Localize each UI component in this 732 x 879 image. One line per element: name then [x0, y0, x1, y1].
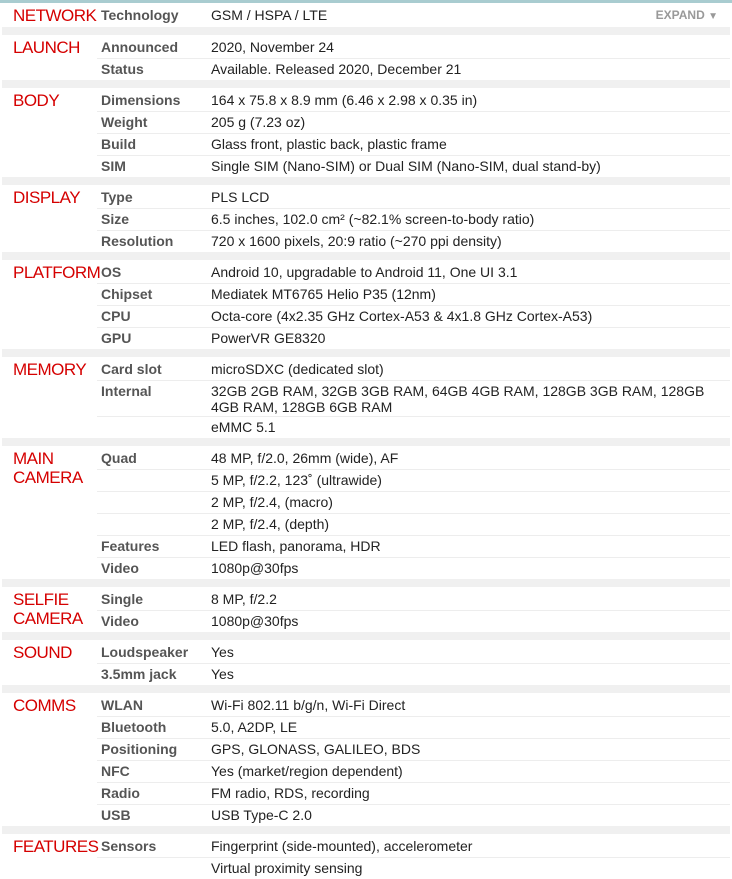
spec-value-cell [211, 88, 730, 112]
spec-label: SIM [97, 156, 211, 178]
spec-row [2, 260, 730, 284]
section-heading-network: NETWORK [2, 3, 97, 27]
spec-row [2, 284, 730, 306]
spec-row [2, 59, 730, 81]
section-divider [2, 826, 730, 834]
spec-value-cell [211, 536, 730, 558]
spec-label: Internal [97, 381, 211, 417]
spec-value-cell [211, 306, 730, 328]
spec-label [97, 417, 211, 439]
spec-row [2, 558, 730, 580]
spec-label: Weight [97, 112, 211, 134]
spec-value: 8 MP, f/2.2 [211, 591, 277, 607]
spec-row [2, 761, 730, 783]
spec-row [2, 783, 730, 805]
spec-label: Features [97, 536, 211, 558]
spec-value: FM radio, RDS, recording [211, 785, 370, 801]
spec-value-cell [211, 640, 730, 664]
spec-value: Android 10, upgradable to Android 11, One UI 3.1 [211, 264, 517, 280]
spec-label [97, 492, 211, 514]
section-heading-display: DISPLAY [2, 185, 97, 252]
chevron-down-icon: ▼ [708, 11, 718, 22]
spec-row [2, 664, 730, 686]
spec-label: Radio [97, 783, 211, 805]
spec-label: CPU [97, 306, 211, 328]
spec-label: Announced [97, 35, 211, 59]
spec-label: Chipset [97, 284, 211, 306]
section-divider [2, 177, 730, 185]
spec-value: USB Type-C 2.0 [211, 807, 312, 823]
section-divider [2, 27, 730, 35]
spec-value: eMMC 5.1 [211, 419, 276, 435]
spec-value-cell [211, 858, 730, 879]
spec-value-cell [211, 664, 730, 686]
spec-value: Virtual proximity sensing [211, 860, 362, 876]
spec-label: Resolution [97, 231, 211, 253]
spec-value-cell [211, 783, 730, 805]
section-divider [2, 685, 730, 693]
spec-value-cell [211, 558, 730, 580]
spec-value-cell [211, 761, 730, 783]
spec-value: Octa-core (4x2.35 GHz Cortex-A53 & 4x1.8 GHz Cortex-A53) [211, 308, 592, 324]
spec-row [2, 231, 730, 253]
spec-value-cell [211, 112, 730, 134]
spec-label [97, 514, 211, 536]
spec-row [2, 134, 730, 156]
spec-value-cell [211, 492, 730, 514]
section-heading-features: FEATURES [2, 834, 97, 879]
spec-row [2, 156, 730, 178]
expand-label: EXPAND [656, 8, 705, 22]
spec-row [2, 717, 730, 739]
spec-label: Video [97, 558, 211, 580]
spec-label: Quad [97, 446, 211, 470]
spec-label: Type [97, 185, 211, 209]
spec-table [2, 3, 730, 879]
spec-value: 5 MP, f/2.2, 123˚ (ultrawide) [211, 472, 382, 488]
spec-value: Yes [211, 644, 234, 660]
section-heading-memory: MEMORY [2, 357, 97, 438]
spec-label: Status [97, 59, 211, 81]
spec-label: Technology [97, 3, 211, 27]
section-divider [2, 252, 730, 260]
spec-value: Available. Released 2020, December 21 [211, 61, 461, 77]
spec-label: Bluetooth [97, 717, 211, 739]
spec-row [2, 185, 730, 209]
spec-value: PLS LCD [211, 189, 269, 205]
spec-row [2, 693, 730, 717]
spec-value-cell [211, 156, 730, 178]
spec-value: 48 MP, f/2.0, 26mm (wide), AF [211, 450, 398, 466]
spec-value-cell [211, 134, 730, 156]
spec-row [2, 357, 730, 381]
spec-label: Loudspeaker [97, 640, 211, 664]
spec-row [2, 492, 730, 514]
spec-row [2, 417, 730, 439]
spec-value-cell [211, 284, 730, 306]
expand-button[interactable] [656, 5, 718, 27]
section-divider [2, 349, 730, 357]
spec-label: Dimensions [97, 88, 211, 112]
section-heading-comms: COMMS [2, 693, 97, 826]
spec-row [2, 536, 730, 558]
spec-label: OS [97, 260, 211, 284]
spec-value: Wi-Fi 802.11 b/g/n, Wi-Fi Direct [211, 697, 405, 713]
spec-value-cell [211, 3, 730, 27]
spec-label [97, 470, 211, 492]
spec-value: microSDXC (dedicated slot) [211, 361, 384, 377]
spec-row [2, 209, 730, 231]
spec-label [97, 858, 211, 879]
spec-label: Size [97, 209, 211, 231]
spec-label: Video [97, 611, 211, 633]
spec-label: USB [97, 805, 211, 827]
spec-value-cell [211, 611, 730, 633]
spec-row [2, 805, 730, 827]
spec-value: Yes [211, 666, 234, 682]
spec-row [2, 306, 730, 328]
spec-value: Mediatek MT6765 Helio P35 (12nm) [211, 286, 436, 302]
spec-value-cell [211, 328, 730, 350]
spec-value-cell [211, 717, 730, 739]
section-heading-selfie-camera: SELFIE CAMERA [2, 587, 97, 632]
spec-value-cell [211, 693, 730, 717]
spec-value-cell [211, 834, 730, 858]
spec-value-cell [211, 446, 730, 470]
spec-label: 3.5mm jack [97, 664, 211, 686]
spec-row [2, 858, 730, 879]
spec-value: 720 x 1600 pixels, 20:9 ratio (~270 ppi density) [211, 233, 502, 249]
spec-value-cell [211, 231, 730, 253]
spec-row [2, 640, 730, 664]
spec-value: Fingerprint (side-mounted), accelerometer [211, 838, 472, 854]
spec-label: WLAN [97, 693, 211, 717]
spec-value: 2 MP, f/2.4, (depth) [211, 516, 329, 532]
spec-value: Yes (market/region dependent) [211, 763, 403, 779]
spec-value-cell [211, 805, 730, 827]
spec-label: Card slot [97, 357, 211, 381]
spec-value: Single SIM (Nano-SIM) or Dual SIM (Nano-SIM, dual stand-by) [211, 158, 601, 174]
spec-value-cell [211, 209, 730, 231]
spec-value: 164 x 75.8 x 8.9 mm (6.46 x 2.98 x 0.35 in) [211, 92, 477, 108]
spec-label: Positioning [97, 739, 211, 761]
spec-label: NFC [97, 761, 211, 783]
section-heading-launch: LAUNCH [2, 35, 97, 80]
section-heading-platform: PLATFORM [2, 260, 97, 349]
spec-row [2, 381, 730, 417]
spec-value: GPS, GLONASS, GALILEO, BDS [211, 741, 420, 757]
spec-value: 1080p@30fps [211, 560, 298, 576]
spec-value-cell [211, 35, 730, 59]
section-divider [2, 579, 730, 587]
spec-value: PowerVR GE8320 [211, 330, 325, 346]
section-heading-sound: SOUND [2, 640, 97, 685]
spec-row [2, 514, 730, 536]
section-divider [2, 632, 730, 640]
spec-value: 6.5 inches, 102.0 cm² (~82.1% screen-to-body ratio) [211, 211, 534, 227]
spec-value-cell [211, 587, 730, 611]
spec-row [2, 834, 730, 858]
section-heading-body: BODY [2, 88, 97, 177]
spec-row [2, 35, 730, 59]
spec-row [2, 3, 730, 27]
spec-value-cell [211, 381, 730, 417]
spec-value-cell [211, 470, 730, 492]
spec-value: 2 MP, f/2.4, (macro) [211, 494, 333, 510]
section-heading-main-camera: MAIN CAMERA [2, 446, 97, 579]
spec-value: LED flash, panorama, HDR [211, 538, 381, 554]
spec-value: Glass front, plastic back, plastic frame [211, 136, 447, 152]
spec-value-cell [211, 260, 730, 284]
spec-value: 205 g (7.23 oz) [211, 114, 305, 130]
spec-label: GPU [97, 328, 211, 350]
section-divider [2, 438, 730, 446]
spec-row [2, 446, 730, 470]
spec-value: GSM / HSPA / LTE [211, 7, 327, 23]
section-divider [2, 80, 730, 88]
spec-value: 2020, November 24 [211, 39, 334, 55]
spec-table-body [2, 3, 730, 879]
spec-value: 1080p@30fps [211, 613, 298, 629]
spec-label: Single [97, 587, 211, 611]
spec-value-cell [211, 357, 730, 381]
spec-row [2, 587, 730, 611]
spec-row [2, 470, 730, 492]
spec-row [2, 88, 730, 112]
spec-label: Sensors [97, 834, 211, 858]
spec-value-cell [211, 417, 730, 439]
spec-value-cell [211, 514, 730, 536]
spec-row [2, 112, 730, 134]
spec-value: 32GB 2GB RAM, 32GB 3GB RAM, 64GB 4GB RAM, 128GB 3GB RAM, 128GB 4GB RAM, 128GB 6GB RAM [211, 383, 704, 415]
spec-row [2, 611, 730, 633]
spec-value-cell [211, 185, 730, 209]
spec-value-cell [211, 739, 730, 761]
spec-label: Build [97, 134, 211, 156]
spec-value: 5.0, A2DP, LE [211, 719, 297, 735]
spec-value-cell [211, 59, 730, 81]
spec-row [2, 739, 730, 761]
spec-row [2, 328, 730, 350]
